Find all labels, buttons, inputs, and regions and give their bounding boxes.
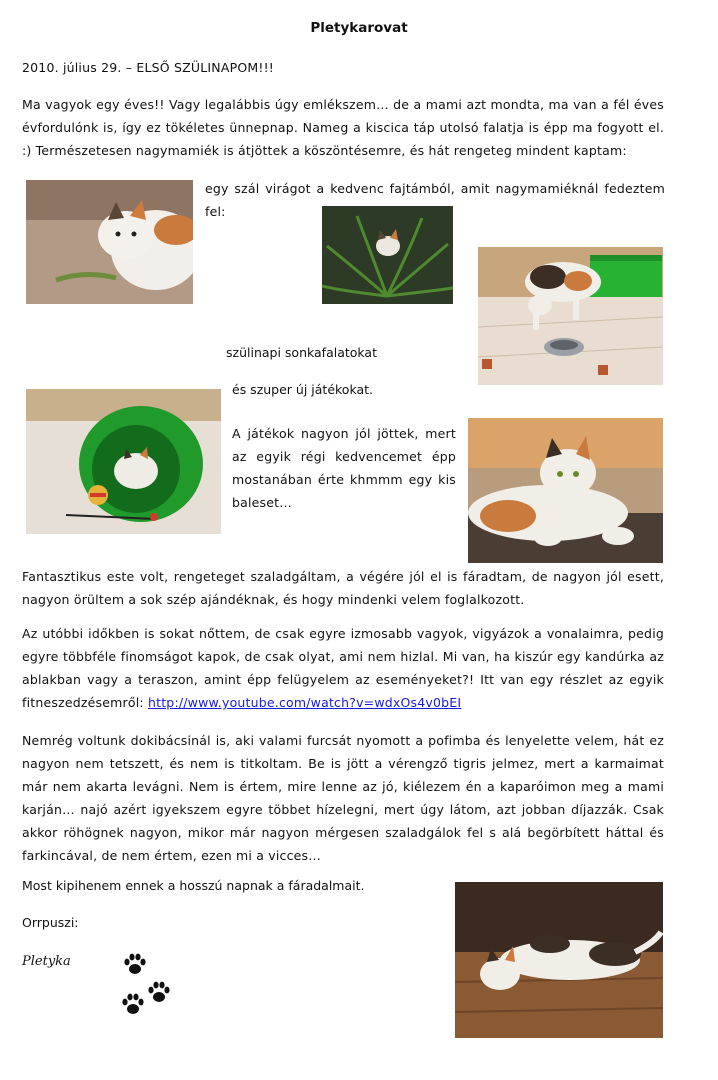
closing-text: Orrpuszi: bbox=[22, 915, 79, 930]
gift-toys-text: és szuper új játékokat. bbox=[232, 382, 373, 397]
photo-cat-lying-rug bbox=[468, 418, 663, 563]
signature: Pletyka bbox=[22, 954, 71, 969]
paw-print-icon bbox=[146, 980, 172, 1006]
photo-cat-stretched-floor bbox=[455, 882, 663, 1038]
intro-paragraph: Ma vagyok egy éves!! Vagy legalábbis úgy emlékszem… de a mami azt mondta, ma van a fél éves évfordulónk is, így ez tökéletes ünnepnap. Nameg a kiscica táp utolsó falatja is épp ma fogyott el. :) Természetesen nagymamiék is átjöttek a köszöntésemre, és hát rengeteg mindent kaptam: bbox=[22, 97, 664, 158]
photo-cat-carpet bbox=[26, 180, 193, 304]
page-title: Pletykarovat bbox=[310, 20, 408, 36]
video-link[interactable]: http://www.youtube.com/watch?v=wdxOs4v0bEI bbox=[147, 695, 462, 710]
gift-ham-text: szülinapi sonkafalatokat bbox=[226, 345, 377, 360]
gift-flower-text: egy szál virágot a kedvenc fajtámból, amit nagymamiéknál fedeztem fel: bbox=[205, 181, 665, 219]
photo-cat-play-tunnel bbox=[26, 389, 221, 534]
date-line: 2010. július 29. – ELSŐ SZÜLINAPOM!!! bbox=[22, 60, 274, 75]
toys-note-text: A játékok nagyon jól jöttek, mert az egyik régi kedvencemet épp mostanában érte khmmm egy kis baleset… bbox=[232, 426, 456, 510]
paragraph-rest: Most kipihenem ennek a hosszú napnak a fáradalmait. bbox=[22, 878, 365, 893]
paw-print-icon bbox=[122, 952, 148, 978]
paragraph-growth bbox=[22, 622, 664, 714]
paw-print-icon bbox=[120, 992, 146, 1018]
paragraph-vet: Nemrég voltunk dokibácsinál is, aki valami furcsát nyomott a pofimba és lenyelette velem, hát ez nagyon nem tetszett, és nem is titkoltam. Be is jött a vérengző tigris jelmez, mert a karmaimat már nem akarta levágni. Nem is értem, mire lenne az jó, kiélezem én a kaparóimon meg a mami karján… najó azért igyekszem egyre többet hízelegni, mert úgy látom, azt jobban díjazzák. Csak akkor röhögnek nagyon, mikor már nagyon mérgesen szaladgálok fel s alá begörbített háttal és farkincával, de nem értem, ezen mi a vicces… bbox=[22, 733, 664, 863]
paragraph-fantastic: Fantasztikus este volt, rengeteget szaladgáltam, a végére jól el is fáradtam, de nagyon jól esett, nagyon örültem a sok szép ajándéknak, és hogy mindenki velem foglalkozott. bbox=[22, 569, 664, 607]
paragraph-growth-text: Az utóbbi időkben is sokat nőttem, de csak egyre izmosabb vagyok, vigyázok a vonalaimra, pedig egyre többféle finomságot kapok, de csak olyat, ami nem hizlal. Mi van, ha kiszúr egy kandúrka az ablakban vagy a teraszon, amint épp felügyelem az eseményeket?! Itt van egy részlet az egyik fitneszedzésemről: bbox=[22, 626, 664, 710]
photo-cat-food-bowl bbox=[478, 247, 663, 385]
photo-cat-fern bbox=[322, 206, 453, 304]
